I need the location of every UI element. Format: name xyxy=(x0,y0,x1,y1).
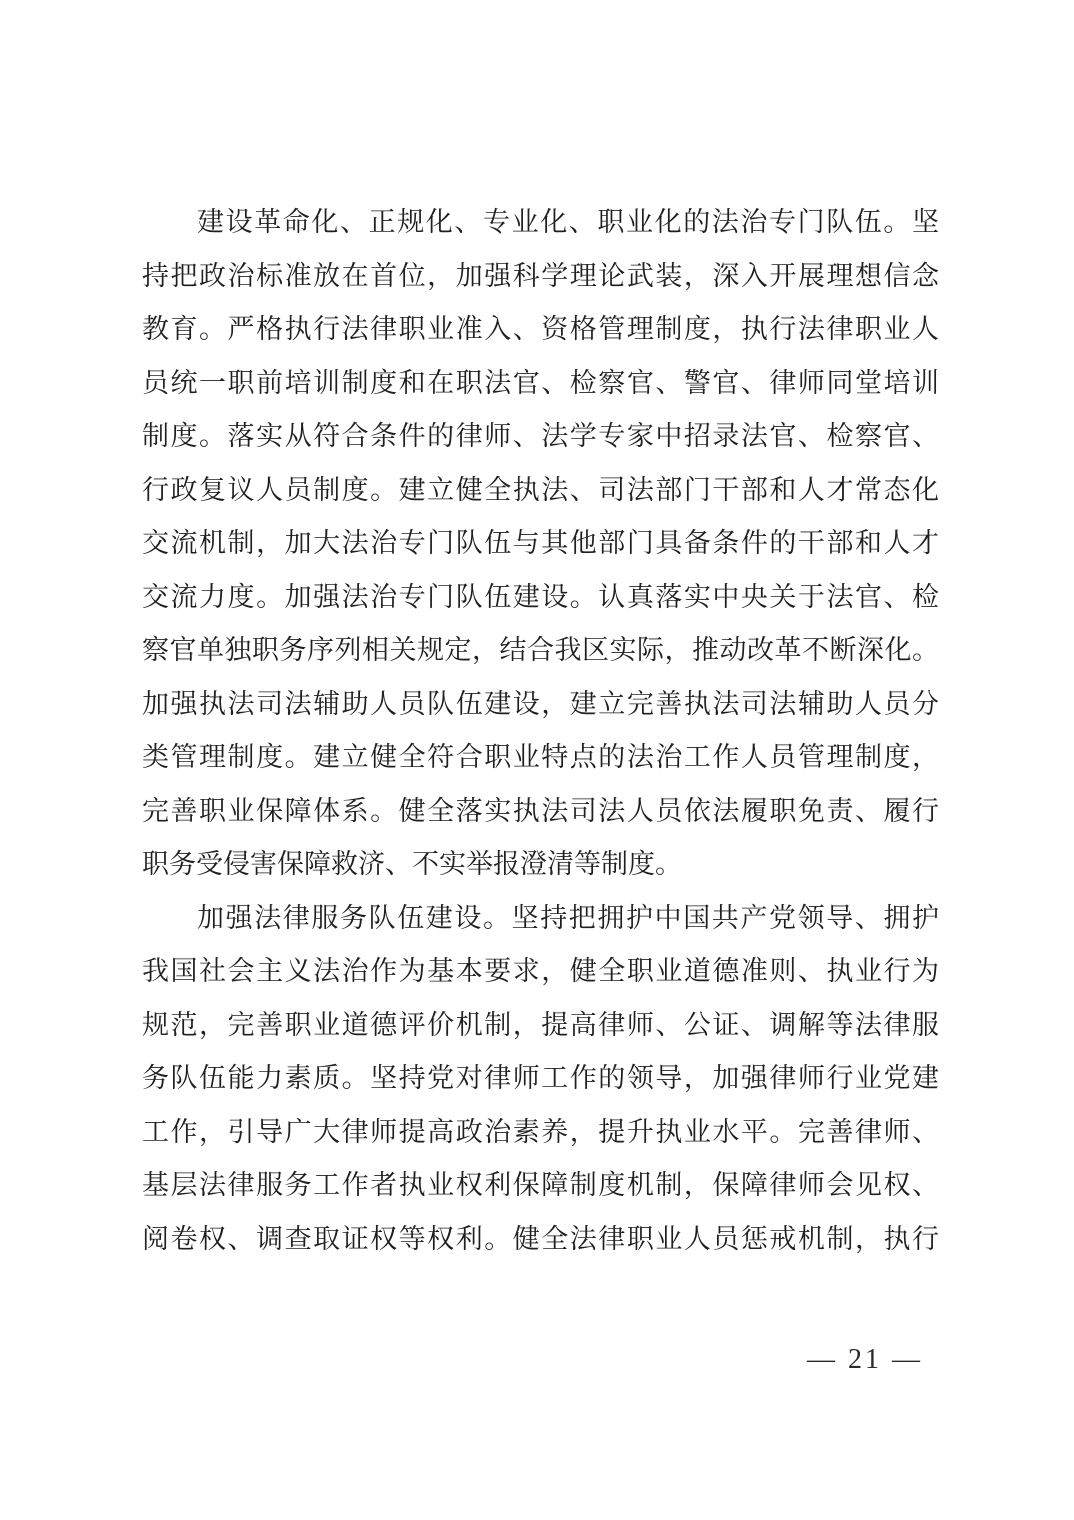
text-line: 我国社会主义法治作为基本要求，健全职业道德准则、执业行为 xyxy=(142,956,939,986)
text-line: 交流机制，加大法治专门队伍与其他部门具备条件的干部和人才 xyxy=(142,528,939,558)
text-line: 基层法律服务工作者执业权利保障制度机制，保障律师会见权、 xyxy=(142,1170,939,1200)
text-line: 行政复议人员制度。建立健全执法、司法部门干部和人才常态化 xyxy=(142,474,939,505)
text-line: 完善职业保障体系。健全落实执法司法人员依法履职免责、履行 xyxy=(142,795,939,826)
text-line: 制度。落实从符合条件的律师、法学专家中招录法官、检察官、 xyxy=(142,421,939,451)
text-line: 加强执法司法辅助人员队伍建设，建立完善执法司法辅助人员分 xyxy=(142,688,939,719)
text-line: 建设革命化、正规化、专业化、职业化的法治专门队伍。坚 xyxy=(197,207,939,237)
text-line: 教育。严格执行法律职业准入、资格管理制度，执行法律职业人 xyxy=(142,314,939,344)
text-line: 员统一职前培训制度和在职法官、检察官、警官、律师同堂培训 xyxy=(142,367,939,398)
text-line: 交流力度。加强法治专门队伍建设。认真落实中央关于法官、检 xyxy=(142,581,939,612)
text-line: 务队伍能力素质。坚持党对律师工作的领导，加强律师行业党建 xyxy=(142,1063,939,1093)
text-line: 规范，完善职业道德评价机制，提高律师、公证、调解等法律服 xyxy=(142,1009,939,1040)
page-number: — 21 — xyxy=(807,1344,923,1375)
text-line: 加强法律服务队伍建设。坚持把拥护中国共产党领导、拥护 xyxy=(197,902,939,933)
document-body xyxy=(142,196,939,1266)
text-line: 阅卷权、调查取证权等权利。健全法律职业人员惩戒机制，执行 xyxy=(142,1223,939,1254)
text-line: 持把政治标准放在首位，加强科学理论武装，深入开展理想信念 xyxy=(142,260,939,291)
text-line: 职务受侵害保障救济、不实举报澄清等制度。 xyxy=(142,849,682,879)
text-line: 察官单独职务序列相关规定，结合我区实际，推动改革不断深化。 xyxy=(142,635,939,665)
text-line: 类管理制度。建立健全符合职业特点的法治工作人员管理制度， xyxy=(142,742,939,772)
text-line: 工作，引导广大律师提高政治素养，提升执业水平。完善律师、 xyxy=(142,1116,939,1147)
